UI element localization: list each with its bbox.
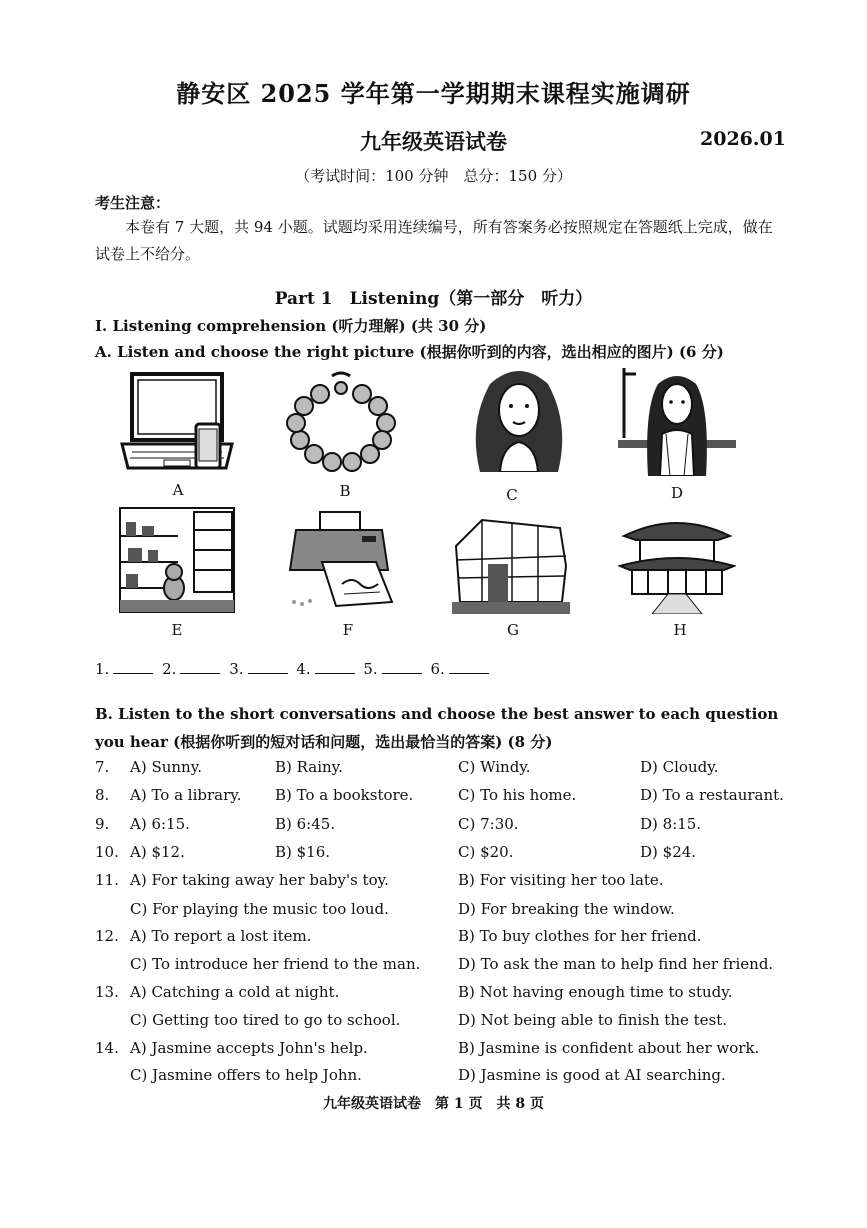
option-c: C) For playing the music too loud.: [130, 900, 389, 918]
notice-title: 考生注意：: [95, 194, 171, 212]
picture-f-printer-icon: [282, 506, 400, 614]
part1-title: Part 1 Listening（第一部分 听力）: [274, 289, 593, 309]
option-a: A) For taking away her baby's toy.: [130, 871, 389, 889]
option-d: D) Jasmine is good at AI searching.: [458, 1066, 726, 1084]
option-a: A) To report a lost item.: [130, 927, 312, 945]
picture-label: B: [339, 482, 351, 500]
picture-label: D: [670, 484, 684, 502]
answer-number: 1.: [95, 660, 110, 678]
option-c: C) $20.: [458, 843, 514, 861]
picture-label: F: [342, 621, 354, 639]
answer-blank[interactable]: [248, 673, 288, 674]
option-a: A) Sunny.: [130, 758, 202, 776]
exam-subtitle: 九年级英语试卷: [360, 129, 507, 154]
answer-blank[interactable]: [315, 673, 355, 674]
answer-blank[interactable]: [113, 673, 153, 674]
option-d: D) For breaking the window.: [458, 900, 675, 918]
picture-e-shop-cat-icon: [118, 506, 236, 614]
picture-g-modern-building-icon: [452, 506, 570, 614]
option-c: C) Windy.: [458, 758, 531, 776]
option-b: B) Not having enough time to study.: [458, 983, 733, 1001]
option-d: D) 8:15.: [640, 815, 702, 833]
exam-date: 2026.01: [700, 128, 786, 150]
section-b-instructions: B. Listen to the short conversations and choose the best answer to each question you hear (根据你听到的短对话和问题，选出最恰当的答案) (8 分): [95, 705, 779, 751]
option-b: B) $16.: [275, 843, 331, 861]
picture-h-temple-icon: [618, 506, 736, 614]
question-number: 8.: [95, 786, 110, 804]
option-c: C) Jasmine offers to help John.: [130, 1066, 362, 1084]
option-a: A) Jasmine accepts John's help.: [130, 1039, 368, 1057]
option-d: D) Not being able to finish the test.: [458, 1011, 728, 1029]
question-number: 9.: [95, 815, 110, 833]
picture-c-curly-hair-girl-icon: [460, 364, 578, 472]
picture-label: E: [171, 621, 183, 639]
answer-number: 6.: [430, 660, 445, 678]
option-c: C) 7:30.: [458, 815, 519, 833]
answer-number: 2.: [162, 660, 177, 678]
picture-label: C: [506, 486, 518, 504]
question-number: 13.: [95, 983, 119, 1001]
option-d: D) $24.: [640, 843, 697, 861]
answer-number: 5.: [363, 660, 378, 678]
option-a: A) 6:15.: [130, 815, 190, 833]
question-number: 7.: [95, 758, 110, 776]
answer-blank[interactable]: [180, 673, 220, 674]
answer-number: 3.: [229, 660, 244, 678]
option-a: A) To a library.: [130, 786, 242, 804]
section-a-instructions: A. Listen and choose the right picture (根据你听到的内容，选出相应的图片) (6 分): [95, 343, 724, 361]
question-number: 12.: [95, 927, 119, 945]
question-number: 10.: [95, 843, 119, 861]
picture-b-bead-bracelet-icon: [282, 368, 400, 476]
question-number: 14.: [95, 1039, 119, 1057]
question-number: 11.: [95, 871, 119, 889]
option-b: B) For visiting her too late.: [458, 871, 664, 889]
section-listening-comprehension: I. Listening comprehension (听力理解) (共 30 分): [95, 317, 487, 335]
exam-title: 静安区 2025 学年第一学期期末课程实施调研: [176, 79, 691, 108]
option-b: B) 6:45.: [275, 815, 336, 833]
option-b: B) To buy clothes for her friend.: [458, 927, 702, 945]
picture-label: H: [673, 621, 687, 639]
option-c: C) To introduce her friend to the man.: [130, 955, 421, 973]
answer-blanks: [95, 660, 493, 678]
option-d: D) To ask the man to help find her friend.: [458, 955, 774, 973]
option-d: D) Cloudy.: [640, 758, 719, 776]
answer-number: 4.: [296, 660, 311, 678]
option-b: B) Rainy.: [275, 758, 343, 776]
option-b: B) To a bookstore.: [275, 786, 414, 804]
exam-time-info: （考试时间：100 分钟 总分：150 分）: [295, 167, 572, 185]
option-a: A) $12.: [130, 843, 185, 861]
picture-d-long-hair-girl-icon: [618, 368, 736, 476]
option-b: B) Jasmine is confident about her work.: [458, 1039, 760, 1057]
option-a: A) Catching a cold at night.: [130, 983, 340, 1001]
page-footer: 九年级英语试卷 第 1 页 共 8 页: [323, 1096, 544, 1112]
option-c: C) Getting too tired to go to school.: [130, 1011, 401, 1029]
picture-a-laptop-phone-icon: [118, 368, 236, 476]
option-c: C) To his home.: [458, 786, 577, 804]
notice-text: 本卷有 7 大题，共 94 小题。试题均采用连续编号，所有答案务必按照规定在答题纸上完成，做在试卷上不给分。: [95, 218, 773, 263]
picture-label: G: [507, 621, 519, 639]
answer-blank[interactable]: [449, 673, 489, 674]
picture-label: A: [172, 481, 184, 499]
answer-blank[interactable]: [382, 673, 422, 674]
option-d: D) To a restaurant.: [640, 786, 784, 804]
